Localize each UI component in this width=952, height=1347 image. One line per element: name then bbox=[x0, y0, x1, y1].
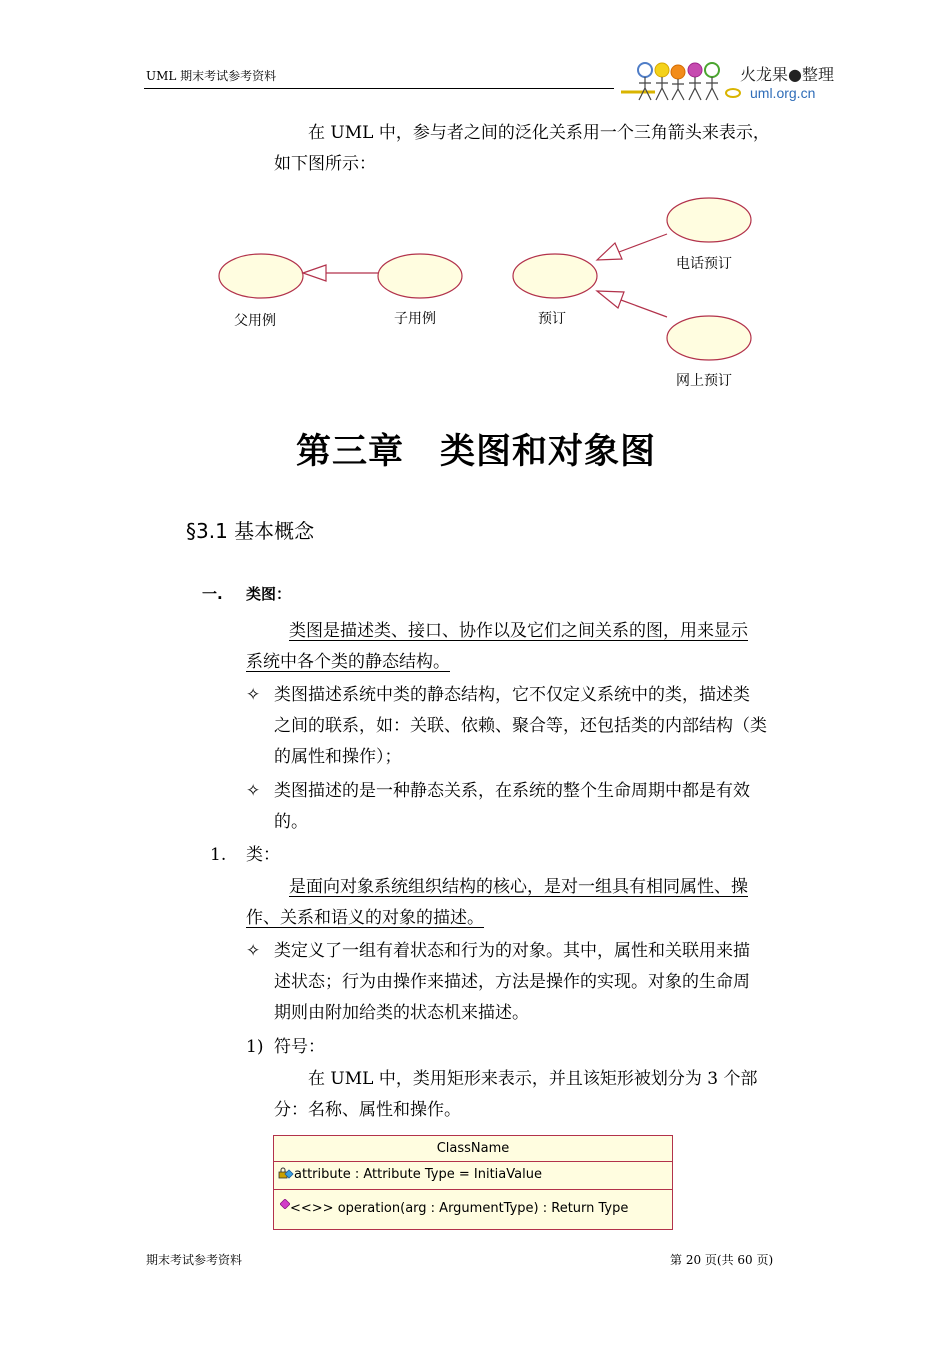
sub1-line-2: 分：名称、属性和操作。 bbox=[274, 1100, 461, 1120]
section-title: §3.1 基本概念 bbox=[186, 519, 315, 543]
phone-to-book-arrowhead bbox=[597, 243, 622, 260]
part1-bullet2-line-2: 的。 bbox=[274, 812, 308, 832]
web-usecase-label: 网上预订 bbox=[676, 373, 732, 389]
bullet-diamond-icon: ✧ bbox=[246, 781, 261, 801]
item1-definition-line-1: 是面向对象系统组织结构的核心，是对一组具有相同属性、操 bbox=[289, 877, 748, 897]
web-usecase-ellipse bbox=[667, 316, 751, 360]
phone-usecase-label: 电话预订 bbox=[676, 256, 732, 272]
sub1-line-1: 在 UML 中，类用矩形来表示，并且该矩形被划分为 3 个部 bbox=[308, 1069, 758, 1089]
intro-line-1: 在 UML 中，参与者之间的泛化关系用一个三角箭头来表示， bbox=[308, 123, 770, 143]
item1-definition-line-2: 作、关系和语义的对象的描述。 bbox=[246, 908, 484, 928]
web-to-book-line bbox=[621, 300, 667, 317]
operation-diamond-icon bbox=[280, 1199, 290, 1209]
uml-operation-row bbox=[274, 1190, 672, 1228]
part1-bullet1-line-1: 类图描述系统中类的静态结构，它不仅定义系统中的类，描述类 bbox=[274, 685, 750, 705]
sub1-heading: 符号： bbox=[274, 1037, 325, 1057]
item1-bullet-line-1: 类定义了一组有着状态和行为的对象。其中，属性和关联用来描 bbox=[274, 941, 750, 961]
bullet-diamond-icon: ✧ bbox=[246, 685, 261, 705]
parent-usecase-label: 父用例 bbox=[234, 313, 276, 329]
sub1-marker: 1) bbox=[246, 1037, 264, 1057]
header-rule bbox=[144, 88, 614, 89]
part1-marker: 一. bbox=[202, 585, 223, 603]
uml-attribute-row bbox=[274, 1162, 672, 1190]
child-usecase-ellipse bbox=[378, 254, 462, 298]
item1-marker: 1. bbox=[210, 845, 227, 865]
part1-bullet2-line-1: 类图描述的是一种静态关系，在系统的整个生命周期中都是有效 bbox=[274, 781, 750, 801]
child-to-parent-arrowhead bbox=[303, 265, 326, 281]
intro-line-2: 如下图所示： bbox=[274, 154, 376, 174]
uml-attribute-text: attribute : Attribute Type = InitiaValue bbox=[294, 1167, 542, 1182]
bullet-diamond-icon: ✧ bbox=[246, 941, 261, 961]
part1-definition-line-2: 系统中各个类的静态结构。 bbox=[246, 652, 450, 672]
part1-bullet1-line-3: 的属性和操作）； bbox=[274, 747, 402, 767]
child-usecase-label: 子用例 bbox=[394, 311, 436, 327]
item1-bullet-line-2: 述状态；行为由操作来描述，方法是操作的实现。对象的生命周 bbox=[274, 972, 750, 992]
chapter-title: 第三章 类图和对象图 bbox=[295, 432, 656, 472]
uml-class-box bbox=[273, 1135, 673, 1230]
part1-heading: 类图： bbox=[246, 585, 292, 603]
footer-page-number: 第 20 页(共 60 页) bbox=[670, 1253, 774, 1267]
attribute-lock-icon bbox=[278, 1166, 294, 1180]
web-to-book-arrowhead bbox=[597, 291, 624, 308]
item1-heading: 类： bbox=[246, 845, 280, 865]
book-usecase-label: 预订 bbox=[538, 311, 566, 327]
part1-definition-line-1: 类图是描述类、接口、协作以及它们之间关系的图，用来显示 bbox=[289, 621, 748, 641]
uml-class-name: ClassName bbox=[274, 1136, 672, 1162]
phone-usecase-ellipse bbox=[667, 198, 751, 242]
footer-left: 期末考试参考资料 bbox=[146, 1253, 243, 1267]
logo-text: 火龙果●整理 bbox=[740, 65, 834, 84]
uml-operation-text: <<>> operation(arg : ArgumentType) : Return Type bbox=[290, 1201, 629, 1216]
parent-usecase-ellipse bbox=[219, 254, 303, 298]
logo-url: uml.org.cn bbox=[750, 85, 816, 101]
part1-bullet1-line-2: 之间的联系，如：关联、依赖、聚合等，还包括类的内部结构（类 bbox=[274, 716, 767, 736]
logo-icon bbox=[615, 56, 745, 104]
phone-to-book-line bbox=[619, 234, 667, 252]
book-usecase-ellipse bbox=[513, 254, 597, 298]
item1-bullet-line-3: 期则由附加给类的状态机来描述。 bbox=[274, 1003, 529, 1023]
header-title: UML 期末考试参考资料 bbox=[146, 69, 277, 83]
